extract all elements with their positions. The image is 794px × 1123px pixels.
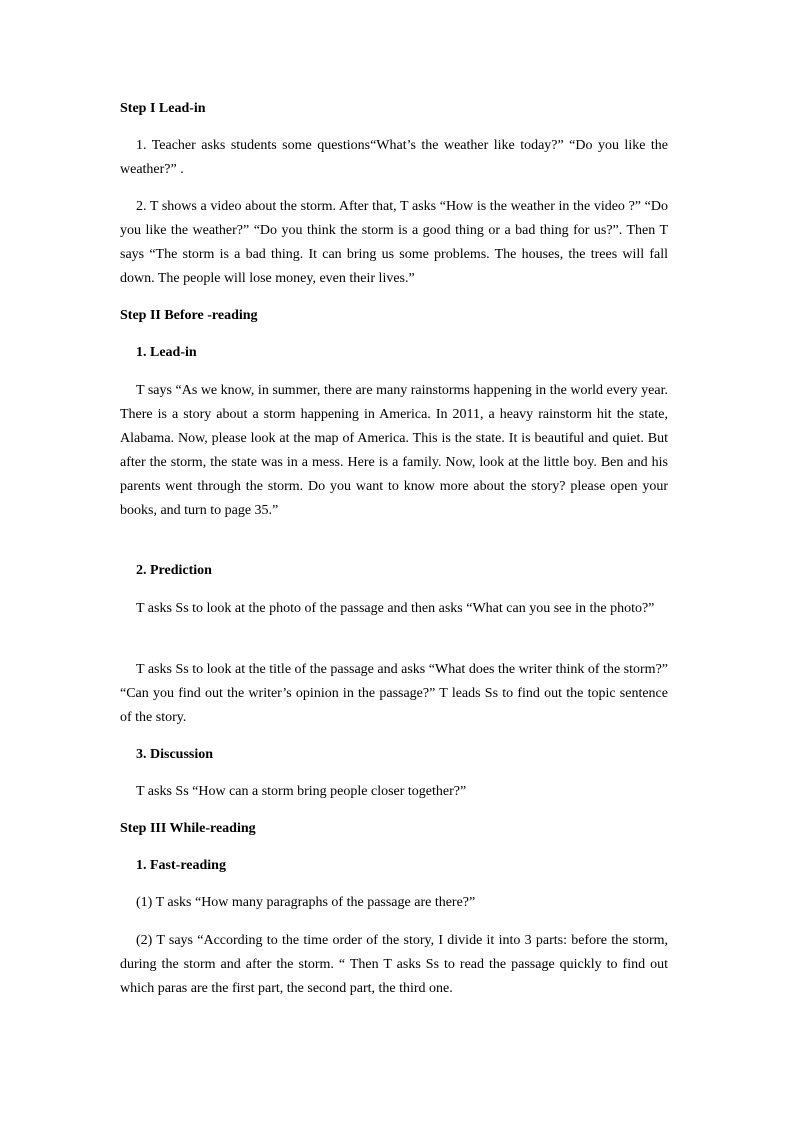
fast-reading-question-2: (2) T says “According to the time order of the story, I divide it into 3 parts: before the storm, during the storm and after the storm. “ Then T asks Ss to read the passage quickly to find out which paras are the first part, the second part, the third one. xyxy=(120,933,668,996)
prediction-heading: 2. Prediction xyxy=(136,563,212,578)
lead-in-text: T says “As we know, in summer, there are many rainstorms happening in the world every year. There is a story about a storm happening in America. In 2011, a heavy rainstorm hit the state, Alabama. Now, please look at the map of America. This is the state. It is beautiful and quiet. But after the storm, the state was in a mess. Here is a family. Now, look at the little boy. Ben and his parents went through the storm. Do you want to know more about the story? please open your books, and turn to page 35.” xyxy=(120,383,668,518)
step2-heading: Step II Before -reading xyxy=(120,308,258,323)
discussion-text: T asks Ss “How can a storm bring people closer together?” xyxy=(136,784,467,799)
fast-reading-heading: 1. Fast-reading xyxy=(136,858,226,873)
discussion-heading: 3. Discussion xyxy=(136,747,214,762)
step1-heading: Step I Lead-in xyxy=(120,101,206,116)
step1-paragraph-2: 2. T shows a video about the storm. After that, T asks “How is the weather in the video ?” “Do you like the weather?” “Do you think the storm is a good thing or a bad thing for us?”. Then T says “The storm is a bad thing. It can bring us some problems. The houses, the trees will fall down. The people will lose money, even their lives.” xyxy=(120,199,668,286)
prediction-paragraph-1: T asks Ss to look at the photo of the passage and then asks “What can you see in the photo?” xyxy=(136,601,655,616)
step3-heading: Step III While-reading xyxy=(120,821,256,836)
step1-paragraph-1: 1. Teacher asks students some questions“What’s the weather like today?” “Do you like the weather?” . xyxy=(120,138,668,177)
lead-in-heading: 1. Lead-in xyxy=(136,345,197,360)
prediction-paragraph-2: T asks Ss to look at the title of the passage and asks “What does the writer think of the storm?” “Can you find out the writer’s opinion in the passage?” T leads Ss to find out the topic sentence of the story. xyxy=(120,662,668,725)
fast-reading-question-1: (1) T asks “How many paragraphs of the passage are there?” xyxy=(136,895,476,910)
